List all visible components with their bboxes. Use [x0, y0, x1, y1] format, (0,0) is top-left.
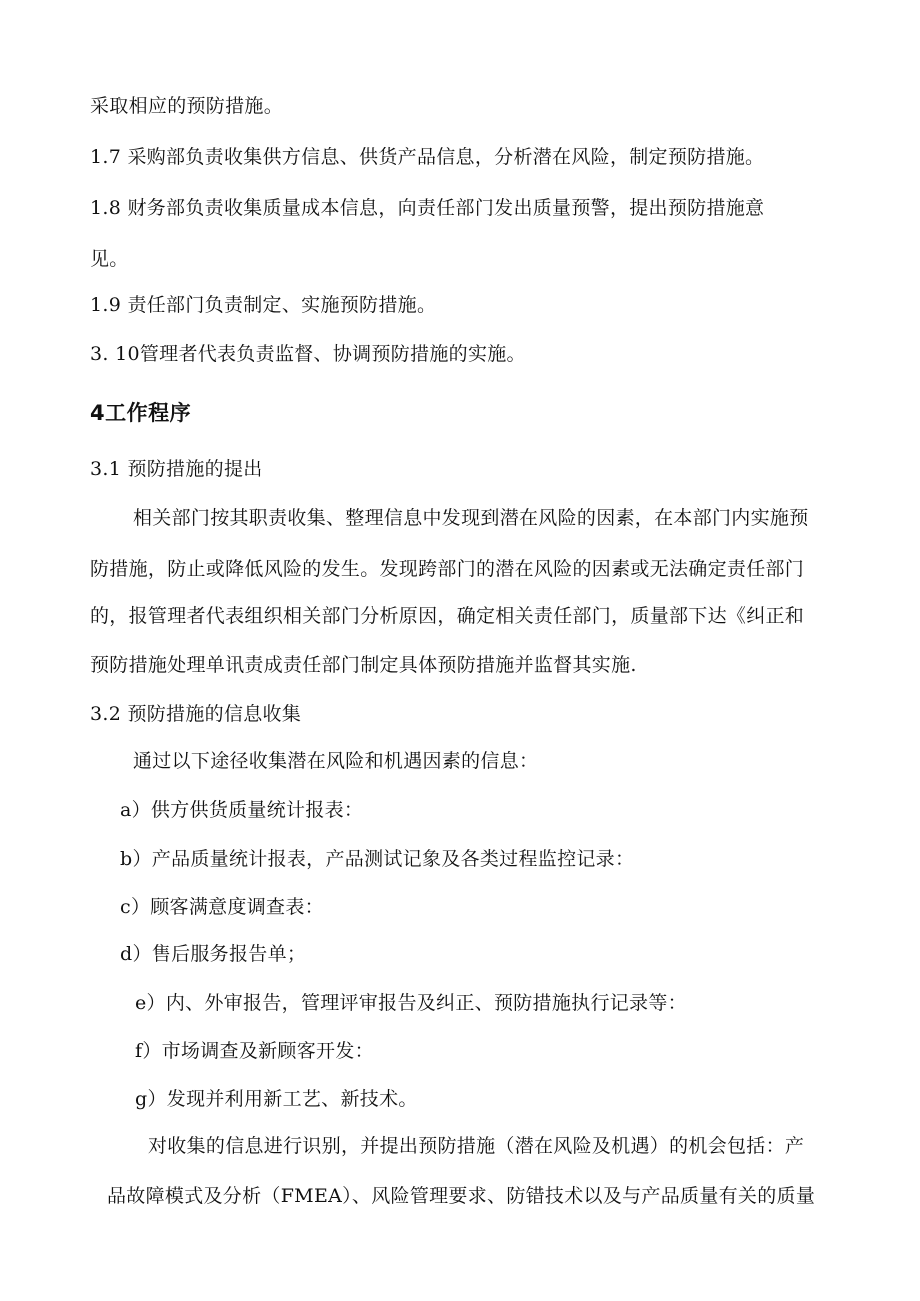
- paragraph-3-1-line: 相关部门按其职责收集、整理信息中发现到潜在风险的因素，在本部门内实施预: [133, 507, 809, 529]
- list-item: c）顾客满意度调查表：: [120, 896, 324, 918]
- paragraph-3-1-line: 防措施，防止或降低风险的发生。发现跨部门的潜在风险的因素或无法确定责任部门: [90, 558, 805, 580]
- subsection-3-1-title: 3.1 预防措施的提出: [90, 458, 263, 480]
- closing-paragraph-line: 品故障模式及分析（FMEA）、风险管理要求、防错技术以及与产品质量有关的质量: [107, 1185, 816, 1207]
- list-item: g）发现并利用新工艺、新技术。: [135, 1088, 418, 1110]
- paragraph-3-1-line: 的，报管理者代表组织相关部门分析原因，确定相关责任部门，质量部下达《纠正和: [90, 605, 805, 627]
- continuation-line: 采取相应的预防措施。: [90, 95, 284, 117]
- subsection-3-2-title: 3.2 预防措施的信息收集: [90, 703, 302, 725]
- clause-1-9: 1.9 责任部门负责制定、实施预防措施。: [90, 294, 437, 316]
- clause-1-8: 1.8 财务部负责收集质量成本信息，向责任部门发出质量预警，提出预防措施意: [90, 197, 765, 219]
- list-item: d）售后服务报告单；: [120, 943, 307, 965]
- section-heading: 4工作程序: [90, 401, 192, 425]
- paragraph-3-1-line: 预防措施处理单讯责成责任部门制定具体预防措施并监督其实施.: [90, 654, 637, 676]
- list-item: f）市场调查及新顾客开发：: [135, 1040, 374, 1062]
- clause-1-8-cont: 见。: [90, 248, 129, 270]
- paragraph-3-2-intro: 通过以下途径收集潜在风险和机遇因素的信息：: [133, 750, 539, 772]
- clause-1-7: 1.7 采购部负责收集供方信息、供货产品信息，分析潜在风险，制定预防措施。: [90, 146, 765, 168]
- list-item: e）内、外审报告，管理评审报告及纠正、预防措施执行记录等：: [135, 992, 687, 1014]
- clause-3-10: 3. 10管理者代表负责监督、协调预防措施的实施。: [90, 343, 526, 365]
- list-item: a）供方供货质量统计报表：: [120, 799, 364, 821]
- list-item: b）产品质量统计报表，产品测试记象及各类过程监控记录：: [120, 848, 635, 870]
- closing-paragraph-line: 对收集的信息进行识别，并提出预防措施（潜在风险及机遇）的机会包括：产: [148, 1135, 805, 1157]
